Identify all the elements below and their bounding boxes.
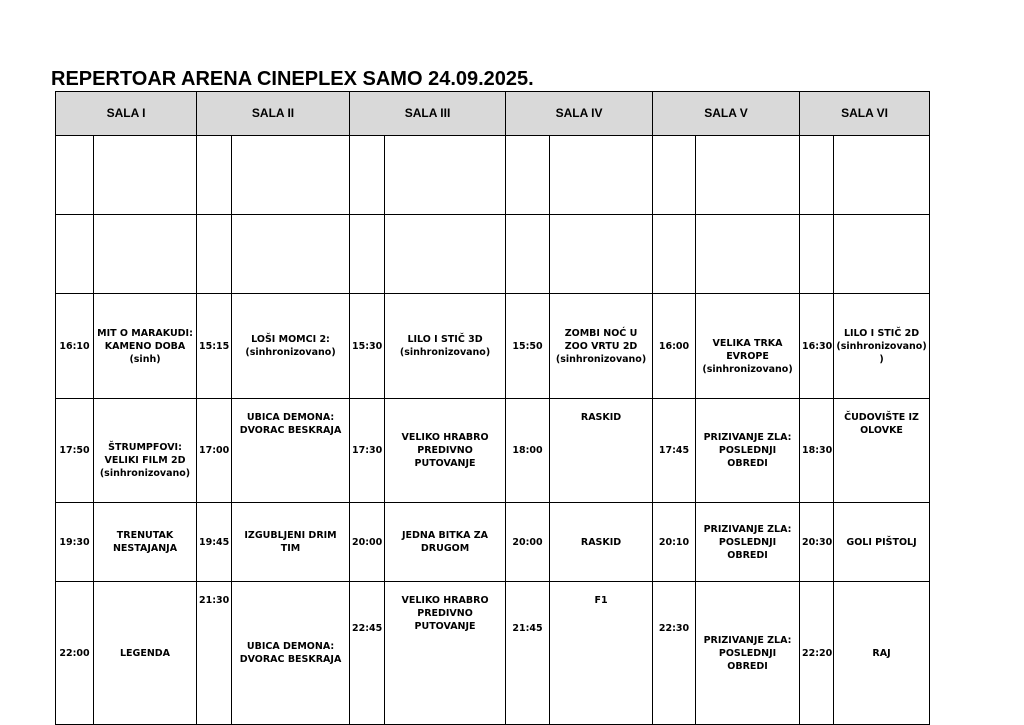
schedule-row xyxy=(56,503,930,582)
film-title: RASKID xyxy=(550,399,653,503)
showtime: 15:30 xyxy=(350,294,385,399)
showtime: 20:10 xyxy=(653,503,696,582)
empty-cell xyxy=(834,136,930,215)
showtime: 19:30 xyxy=(56,503,94,582)
empty-cell xyxy=(653,215,696,294)
film-title: PRIZIVANJE ZLA: POSLEDNJI OBREDI xyxy=(696,503,800,582)
film-title: LILO I STIČ 3D (sinhronizovano) xyxy=(385,294,506,399)
showtime: 20:00 xyxy=(350,503,385,582)
film-title: JEDNA BITKA ZA DRUGOM xyxy=(385,503,506,582)
film-title: ZOMBI NOĆ U ZOO VRTU 2D (sinhronizovano) xyxy=(550,294,653,399)
showtime: 16:10 xyxy=(56,294,94,399)
film-title: IZGUBLJENI DRIM TIM xyxy=(232,503,350,582)
empty-cell xyxy=(232,215,350,294)
empty-cell xyxy=(197,136,232,215)
film-title: ŠTRUMPFOVI: VELIKI FILM 2D (sinhronizovano) xyxy=(94,399,197,503)
film-title: ČUDOVIŠTE IZ OLOVKE xyxy=(834,399,930,503)
film-title: TRENUTAK NESTAJANJA xyxy=(94,503,197,582)
hall-header: SALA VI xyxy=(800,92,930,136)
schedule-row xyxy=(56,399,930,503)
showtime: 18:30 xyxy=(800,399,834,503)
hall-header: SALA I xyxy=(56,92,197,136)
showtime: 17:30 xyxy=(350,399,385,503)
schedule-table xyxy=(55,91,930,725)
showtime: 22:00 xyxy=(56,582,94,725)
empty-cell xyxy=(653,136,696,215)
empty-cell xyxy=(506,215,550,294)
empty-cell xyxy=(350,136,385,215)
hall-header: SALA V xyxy=(653,92,800,136)
schedule-row xyxy=(56,582,930,725)
hall-header: SALA II xyxy=(197,92,350,136)
showtime: 16:00 xyxy=(653,294,696,399)
showtime: 15:50 xyxy=(506,294,550,399)
empty-cell xyxy=(800,215,834,294)
film-title: GOLI PIŠTOLJ xyxy=(834,503,930,582)
empty-cell xyxy=(506,136,550,215)
film-title: PRIZIVANJE ZLA: POSLEDNJI OBREDI xyxy=(696,399,800,503)
hall-header: SALA III xyxy=(350,92,506,136)
empty-cell xyxy=(550,136,653,215)
showtime: 18:00 xyxy=(506,399,550,503)
empty-cell xyxy=(56,215,94,294)
empty-cell xyxy=(385,215,506,294)
empty-cell xyxy=(696,136,800,215)
film-title: LILO I STIČ 2D (sinhronizovano) ) xyxy=(834,294,930,399)
showtime: 17:45 xyxy=(653,399,696,503)
showtime: 15:15 xyxy=(197,294,232,399)
film-title: MIT O MARAKUDI: KAMENO DOBA (sinh) xyxy=(94,294,197,399)
showtime: 19:45 xyxy=(197,503,232,582)
showtime: 21:45 xyxy=(506,582,550,725)
hall-header-row xyxy=(56,92,930,136)
empty-cell xyxy=(232,136,350,215)
empty-cell xyxy=(94,136,197,215)
film-title: VELIKO HRABRO PREDIVNO PUTOVANJE xyxy=(385,399,506,503)
empty-cell xyxy=(550,215,653,294)
film-title: PRIZIVANJE ZLA: POSLEDNJI OBREDI xyxy=(696,582,800,725)
hall-header: SALA IV xyxy=(506,92,653,136)
film-title: VELIKA TRKA EVROPE (sinhronizovano) xyxy=(696,294,800,399)
showtime: 17:50 xyxy=(56,399,94,503)
empty-row xyxy=(56,136,930,215)
empty-cell xyxy=(800,136,834,215)
film-title: UBICA DEMONA: DVORAC BESKRAJA xyxy=(232,399,350,503)
empty-cell xyxy=(197,215,232,294)
showtime: 22:20 xyxy=(800,582,834,725)
schedule-row xyxy=(56,294,930,399)
film-title: LEGENDA xyxy=(94,582,197,725)
showtime: 17:00 xyxy=(197,399,232,503)
film-title: F1 xyxy=(550,582,653,725)
film-title: RASKID xyxy=(550,503,653,582)
empty-cell xyxy=(696,215,800,294)
empty-cell xyxy=(56,136,94,215)
empty-row xyxy=(56,215,930,294)
empty-cell xyxy=(385,136,506,215)
film-title: UBICA DEMONA: DVORAC BESKRAJA xyxy=(232,582,350,725)
showtime: 16:30 xyxy=(800,294,834,399)
film-title: VELIKO HRABRO PREDIVNO PUTOVANJE xyxy=(385,582,506,725)
showtime: 20:00 xyxy=(506,503,550,582)
film-title: LOŠI MOMCI 2: (sinhronizovano) xyxy=(232,294,350,399)
page-title: REPERTOAR ARENA CINEPLEX SAMO 24.09.2025. xyxy=(51,68,534,90)
film-title: RAJ xyxy=(834,582,930,725)
empty-cell xyxy=(834,215,930,294)
showtime: 21:30 xyxy=(197,582,232,725)
empty-cell xyxy=(94,215,197,294)
showtime: 22:30 xyxy=(653,582,696,725)
showtime: 20:30 xyxy=(800,503,834,582)
showtime: 22:45 xyxy=(350,582,385,725)
empty-cell xyxy=(350,215,385,294)
